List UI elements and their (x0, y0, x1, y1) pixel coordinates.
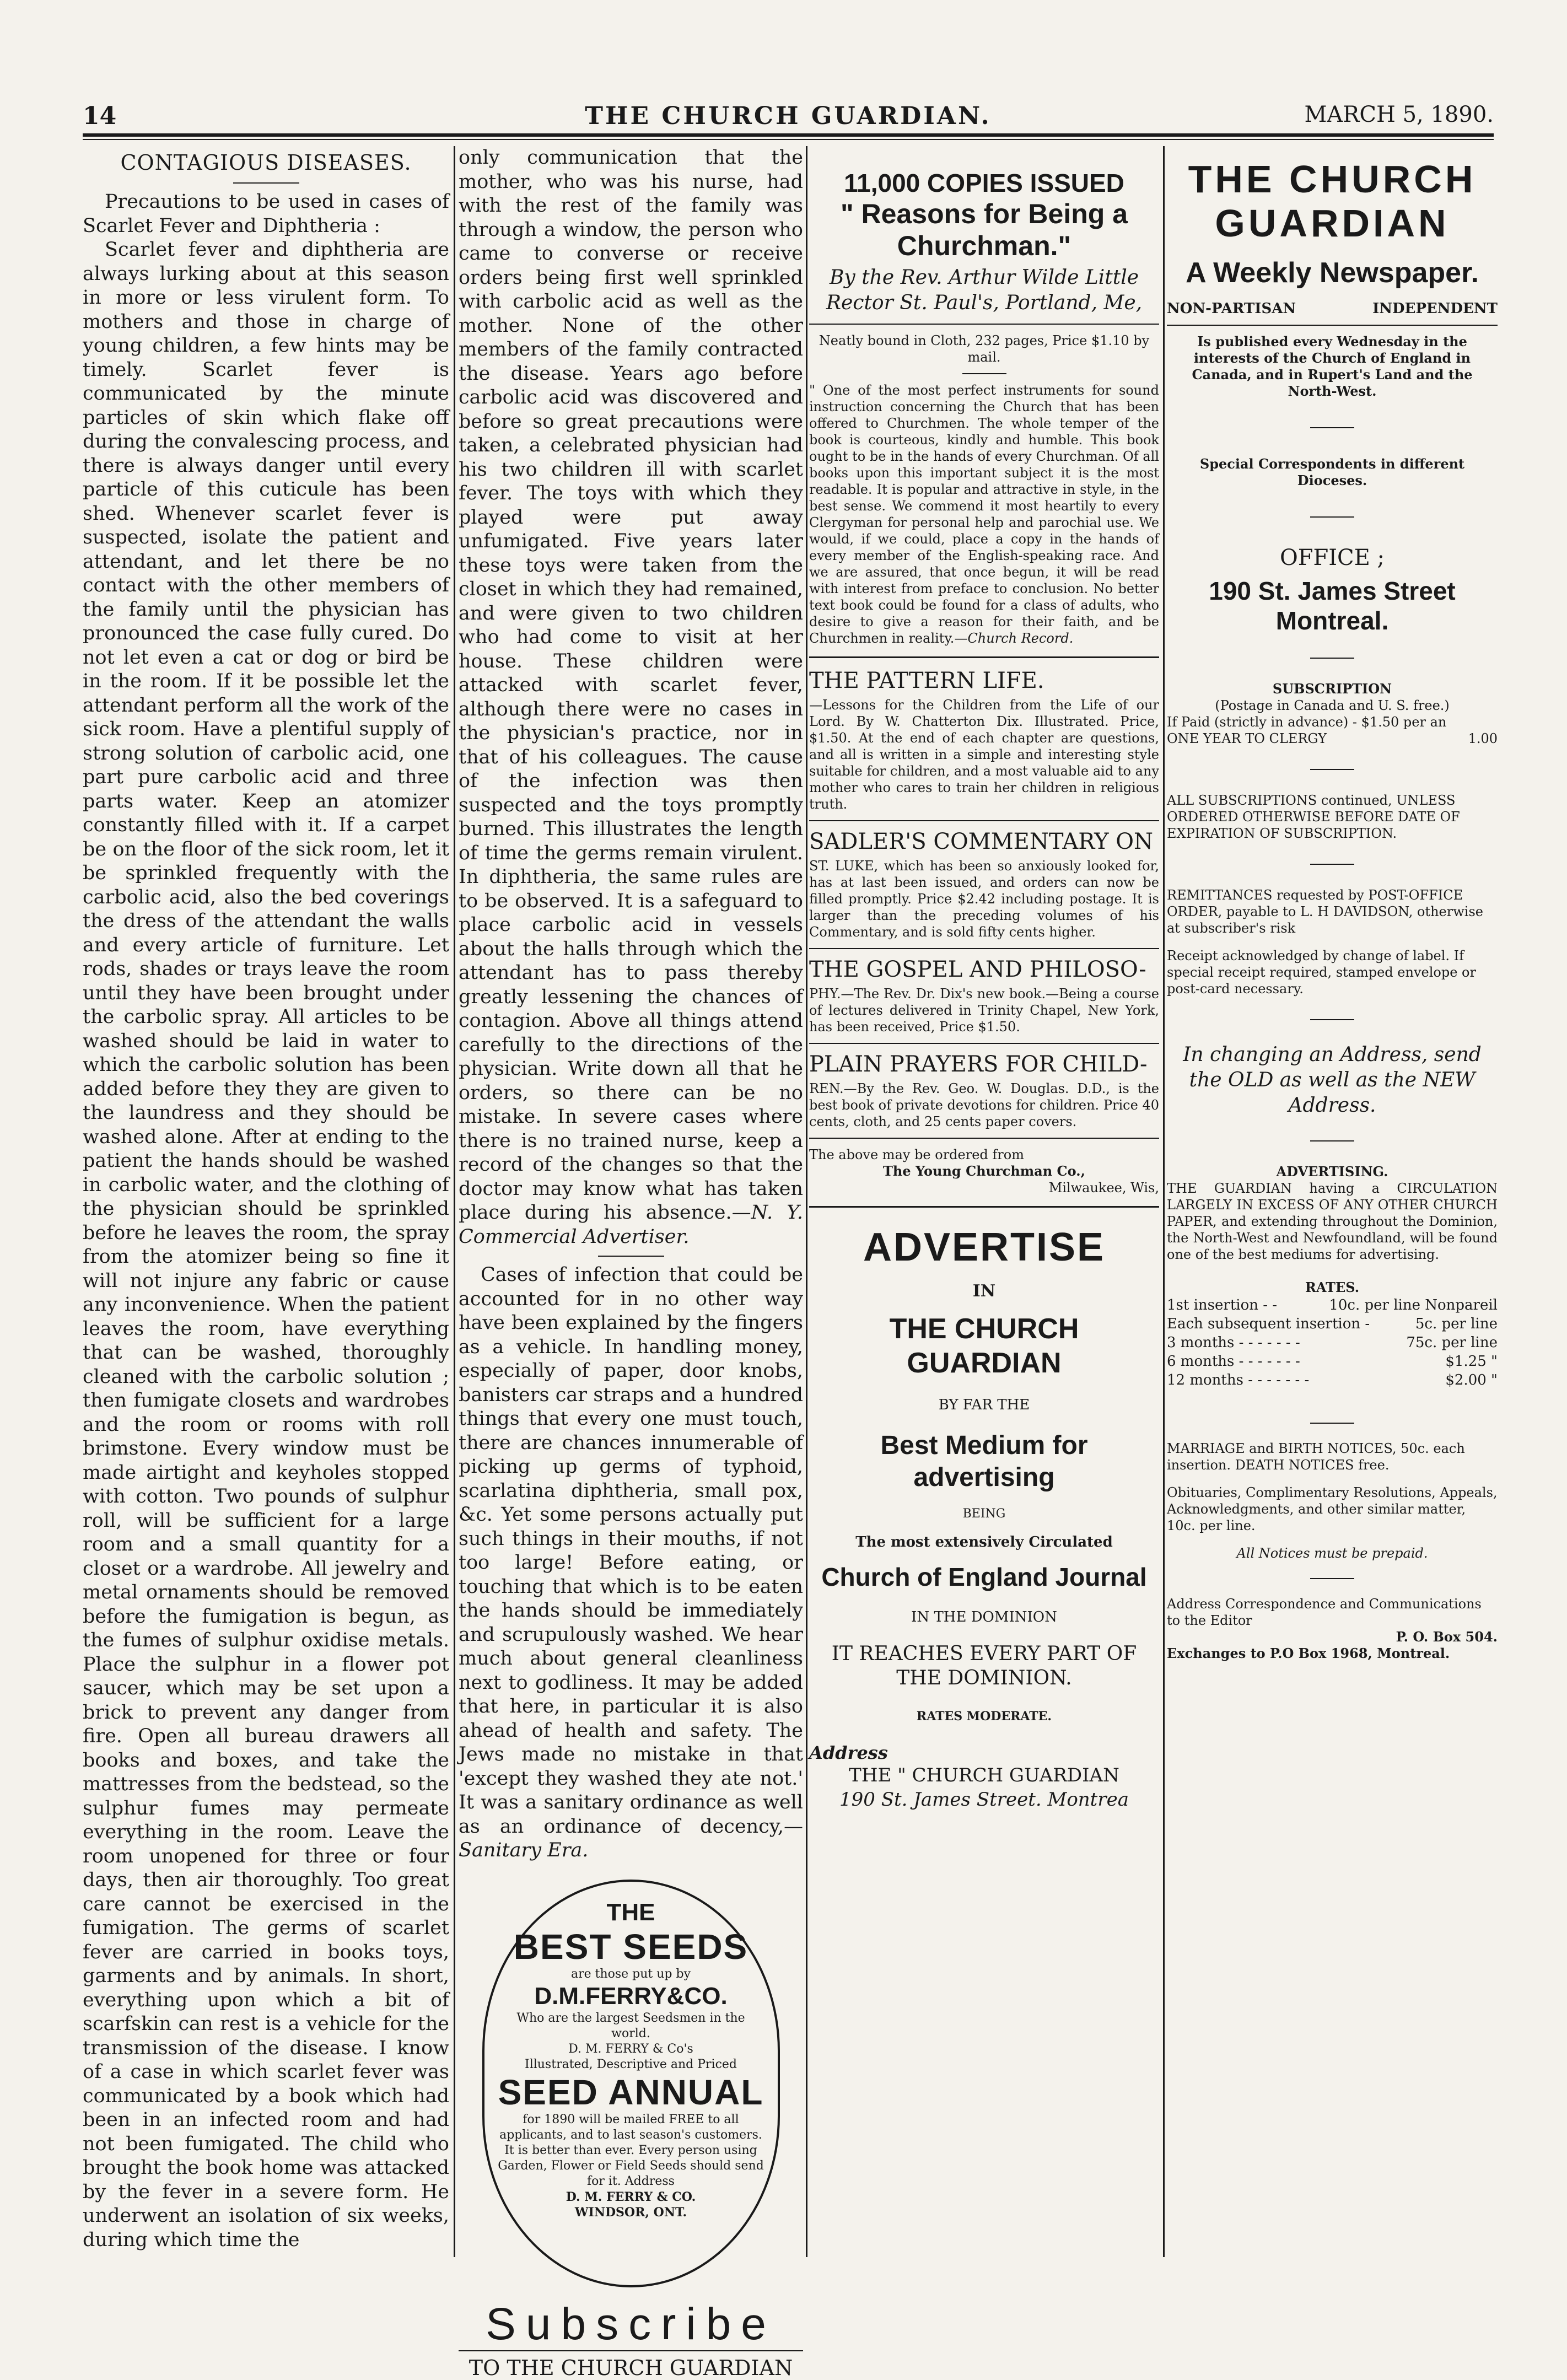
article-body (83, 190, 449, 2252)
issue-date: MARCH 5, 1890. (1304, 102, 1494, 127)
advertise-in: IN (972, 1281, 996, 1301)
subscribe-tagline: TO THE CHURCH GUARDIAN (459, 2350, 803, 2380)
marriage-notices: MARRIAGE and BIRTH NOTICES, 50c. each insertion. DEATH NOTICES free. (1167, 1441, 1465, 1473)
postage-note: (Postage in Canada and U. S. free.) (1215, 698, 1450, 713)
ad-are-those: are those put up by (570, 1967, 691, 1981)
newspaper-title: THE CHURCH GUARDIAN. (585, 102, 992, 130)
book-review: " One of the most perfect instruments for sound instruction concerning the Church that has been offered to Churchmen. The whole temper of the book is courteous, kindly and humble. This book ought to be in the hands of every Churchman. Of all books upon this important subject it is the most readable. It is popular and attractive in style, in the best sense. We commend it most heartily to every Clergyman for personal help and parochial use. We would, if we could, place a copy in the hands of every member of the English-speaking race. And we are assured, that once begun, it will be read with interest from preface to conclusion. No better text book could be found for a class of adults, who desire to give a reason for their faith, and be Churchmen in reality.—Church Record. (809, 383, 1159, 646)
advertise-dominion: IN THE DOMINION (911, 1609, 1057, 1625)
paper-title: THE CHURCH GUARDIAN (1188, 158, 1477, 245)
publisher: The Young Churchman Co., (883, 1163, 1085, 1179)
published-info: Is published every Wednesday in the interests of the Church of England in Canada, and in Rupert's Land and the North-West. (1192, 333, 1473, 399)
prepaid-note: All Notices must be prepaid. (1236, 1546, 1428, 1561)
divider (1310, 1578, 1354, 1579)
ad-illustrated: Illustrated, Descriptive and Priced (525, 2057, 737, 2071)
clergy-rate: ONE YEAR TO CLERGY 1.00 (1167, 731, 1498, 746)
subscription-heading: SUBSCRIPTION (1272, 681, 1392, 697)
column-divider (806, 146, 807, 2257)
article-paragraph: Precautions to be used in cases of Scarlet Fever and Diphtheria : (83, 191, 449, 237)
address-label: Address (809, 1742, 888, 1763)
correspondents: Special Correspondents in different Dioceses. (1199, 456, 1465, 488)
ad-details: for 1890 will be mailed FREE to all applicants, and to last season's customers. It is better than ever. Every person using Garden, Flower or Field Seeds should send for it. Address (498, 2112, 764, 2188)
column-divider (1163, 146, 1165, 2257)
rate-row: 1st insertion - - 10c. per line Nonpareil (1167, 1297, 1498, 1313)
copies-issued: 11,000 COPIES ISSUED (844, 169, 1124, 197)
divider (809, 1138, 1159, 1139)
book-title: " Reasons for Being a Churchman." (840, 198, 1128, 261)
divider (1310, 1423, 1354, 1424)
masthead (83, 102, 1494, 135)
column-divider (454, 146, 455, 2257)
book-binding: Neatly bound in Cloth, 232 pages, Price $1.10 by mail. (818, 333, 1150, 365)
book-author: By the Rev. Arthur Wilde Little (829, 266, 1139, 289)
rate-row: 3 months - - - - - - - 75c. per line (1167, 1334, 1498, 1351)
correspondence-note: Address Correspondence and Communications to the Editor (1167, 1596, 1482, 1628)
sadler-title: SADLER'S COMMENTARY ON (809, 829, 1154, 854)
divider (233, 182, 299, 184)
column-1 (83, 146, 449, 2257)
subscribe-banner: Subscribe (486, 2298, 776, 2349)
divider (809, 1043, 1159, 1044)
order-from: The above may be ordered from (809, 1147, 1024, 1162)
rate-row: 12 months - - - - - - - $2.00 " (1167, 1372, 1498, 1388)
divider (1310, 516, 1354, 518)
advertise-coe: Church of England Journal (821, 1563, 1147, 1591)
advertise-being: BEING (962, 1507, 1006, 1521)
article-paragraph: Scarlet fever and diphtheria are always lurking about at this season in more or less virulent form. To mothers and those in charge of young children, a few hints may be timely. Scarlet fever is communicated by the minute particles of skin which flake off during the convalescing process, and there is always danger until every particle of this cuticule has been shed. Whenever scarlet fever is suspected, isolate the patient and attendant, and let there be no contact with the other members of the family until the physician has pronounced the case fully cured. Do not let even a cat or dog or bird be in the room. If it be possible let the attendant perform all the work of the sick room. Have a plentiful supply of strong solution of carbolic acid, one part pure carbolic acid and three parts water. Keep an atomizer constantly filled with it. If a carpet be on the floor of the sick room, let it be sprinkled frequently with the carbolic acid, also the bed coverings the dress of the attendant the walls and every article of furniture. Let rods, shades or trays leave the room until they have been brought under the carbolic spray. All articles to be washed should be laid in water to which the carbolic solution has been added before they they are given to the laundress and they should be washed alone. After at ending to the patient the hands should be washed in carbolic water, and the clothing of the physician should be sprinkled before he leaves the room, the spray from the atomizer being so fine it will not injure any fabric or cause any inconvenience. When the patient leaves the room, have everything that can be washed, thoroughly cleaned with the carbolic solution ; then fumigate closets and wardrobes and the room or rooms with roll brimstone. Every window must be made airtight and keyholes stopped with cotton. Two pounds of sulphur roll, will be sufficient for a large room and a small quantity for a closet or a wardrobe. All jewelry and metal ornaments should be removed before the fumigation is begun, as the fumes of sulphur oxidise metals. Place the sulphur in a flower pot saucer, which may be set upon a brick to prevent any danger from fire. Open all bureau drawers all books and boxes, and take the mattresses from the bedstead, so the sulphur fumes may permeate everything in the room. Leave the room unopened for three or four days, then air thoroughly. Too great care cannot be exercised in the fumigation. The germs of scarlet fever are carried in books toys, garments and by animals. In short, everything upon which a bit of scarfskin can rest is a vehicle for the transmission of the disease. I know of a case in which scarlet fever was communicated by a book which had been in an infected room and had not been fumigated. The child who brought the book home was attacked by the fever in a severe form. He underwent an isolation of six weeks, during which time the (83, 239, 449, 2251)
column-3 (809, 146, 1159, 2257)
article-continuation (459, 146, 803, 1863)
change-address-note: In changing an Address, send the OLD as well as the NEW Address. (1183, 1043, 1482, 1117)
address-street: 190 St. James Street. Montrea (839, 1789, 1129, 1811)
pattern-life-text: —Lessons for the Children from the Life of our Lord. By W. Chatterton Dix. Illustrated. Price, $1.50. At the end of each chapter are questions, and all is written in a simple and interesting style suitable for children, and a most valuable aid to any mother who cares to train her children in religious truth. (809, 697, 1159, 812)
masthead-rule (83, 133, 1494, 137)
plain-prayers-title: PLAIN PRAYERS FOR CHILD- (809, 1052, 1148, 1077)
column-2 (459, 146, 803, 2380)
receipt-note: Receipt acknowledged by change of label. If special receipt required, stamped envelope or post-card necessary. (1167, 948, 1476, 997)
advertise-most-circ: The most extensively Circulated (855, 1534, 1113, 1550)
advertising-text: THE GUARDIAN having a CIRCULATION LARGELY IN EXCESS OF ANY OTHER CHURCH PAPER, and extending throughout the Dominion, the North-West and Newfoundland, will be found one of the best mediums for advertising. (1167, 1181, 1498, 1262)
divider (809, 656, 1159, 658)
publisher-city: Milwaukee, Wis, (1048, 1180, 1159, 1196)
plain-prayers-text: REN.—By the Rev. Geo. W. Douglas. D.D., is the best book of private devotions for children. Price 40 cents, cloth, and 25 cents paper covers. (809, 1081, 1159, 1129)
exchanges-note: Exchanges to P.O Box 1968, Montreal. (1167, 1645, 1450, 1661)
advertise-paper: THE CHURCH GUARDIAN (889, 1313, 1079, 1379)
divider (1167, 325, 1498, 326)
ad-the: THE (606, 1898, 655, 1926)
page-number: 14 (83, 102, 117, 130)
rate-row: Each subsequent insertion - 5c. per line (1167, 1316, 1498, 1332)
rates-table (1167, 1296, 1498, 1390)
advertise-by-far: BY FAR THE (938, 1397, 1030, 1413)
divider (962, 373, 1006, 374)
credit: —N. Y. Commercial Advertiser. (459, 1202, 803, 1248)
divider (1310, 1019, 1354, 1020)
ad-largest: Who are the largest Seedsmen in the world. (516, 2011, 745, 2040)
divider (1310, 427, 1354, 428)
obituaries-note: Obituaries, Complimentary Resolutions, Appeals, Acknowledgments, and other similar matter, 10c. per line. (1167, 1485, 1498, 1533)
ad-ferry: D.M.FERRY&CO. (534, 1982, 728, 2010)
ad-seed-annual: SEED ANNUAL (498, 2072, 764, 2112)
ad-address: D. M. FERRY & CO. (566, 2189, 696, 2204)
credit: —Sanitary Era. (459, 1815, 803, 1861)
article-paragraph: Cases of infection that could be accounted for in no other way have been explained by the fingers as a vehicle. In handling money, especially of paper, door knobs, banisters car straps and a hundred things that every one must touch, there are chances innumerable of picking up germs of typhoid, scarlatina diphtheria, small pox, &c. Yet some persons actually put such things in their mouths, if not too large! Before eating, or touching that which is to be eaten the hands should be immediately and scrupulously washed. We hear much about general cleanliness next to godliness. It may be added that here, in particular it is also ahead of health and safety. The Jews made no mistake in that 'except they washed they ate not.' It was a sanitary ordinance as well as an ordinance of decency,—Sanitary Era. (459, 1264, 803, 1861)
divider (809, 820, 1159, 821)
office-street: 190 St. James Street Montreal. (1209, 577, 1456, 635)
address-name: THE " CHURCH GUARDIAN (849, 1764, 1119, 1786)
if-paid: If Paid (strictly in advance) - $1.50 per an (1167, 714, 1447, 730)
article-heading: CONTAGIOUS DISEASES. (120, 150, 412, 175)
remittances-note: REMITTANCES requested by POST-OFFICE ORDER, payable to L. H DAVIDSON, otherwise at subscriber's risk (1167, 887, 1483, 936)
article-paragraph: only communication that the mother, who was his nurse, had with the rest of the family was through a window, the person who came to converse or receive orders being first well sprinkled with carbolic acid as well as the mother. None of the other members of the family contracted the disease. Years ago before carbolic acid was discovered and before so great precautions were taken, a celebrated physician had his two children ill with scarlet fever. The toys with which they played were put away unfumigated. Five years later these toys were taken from the closet in which they had remained, and were given to two children who had come to visit at her house. These children were attacked with scarlet fever, although there were no cases in the physician's practice, nor in that of his colleagues. The cause of the infection was then suspected and the toys promptly burned. This illustrates the length of time the germs remain virulent. In diphtheria, the same rules are to be observed. It is a safeguard to place carbolic acid in vessels about the halls through which the attendant has to pass thereby greatly lessening the chances of contagion. Above all things attend carefully to the directions of the physician. Write down all that he orders, so there can be no mistake. In severe cases where there is no trained nurse, keep a record of the changes so that the doctor may know what has taken place during his absence.—N. Y. Commercial Advertiser. (459, 147, 803, 1248)
advertise-heading: ADVERTISE (863, 1225, 1106, 1269)
pattern-life-title: THE PATTERN LIFE. (809, 668, 1044, 693)
ad-ferrys: D. M. FERRY & Co's (568, 2042, 693, 2056)
advertising-heading: ADVERTISING. (1276, 1164, 1388, 1180)
independent: INDEPENDENT (1372, 300, 1498, 317)
ad-city: WINDSOR, ONT. (574, 2205, 687, 2220)
divider (809, 948, 1159, 949)
divider (598, 1256, 664, 1257)
sadler-text: ST. LUKE, which has been so anxiously looked for, has at last been issued, and orders can now be filled promptly. Price $2.42 including postage. It is larger than the preceding volumes of his Commentary, and is sold fifty cents higher. (809, 858, 1159, 940)
rate-row: 6 months - - - - - - - $1.25 " (1167, 1353, 1498, 1370)
non-partisan: NON-PARTISAN (1167, 300, 1296, 317)
divider (809, 1206, 1159, 1208)
weekly-newspaper: A Weekly Newspaper. (1186, 257, 1479, 289)
divider (1310, 769, 1354, 770)
gospel-title: THE GOSPEL AND PHILOSO- (809, 957, 1146, 982)
paper-stance (1167, 300, 1498, 317)
divider (1310, 1140, 1354, 1141)
book-rector: Rector St. Paul's, Portland, Me, (826, 292, 1143, 314)
po-box: P. O. Box 504. (1396, 1629, 1498, 1645)
continued-note: ALL SUBSCRIPTIONS continued, UNLESS ORDERED OTHERWISE BEFORE DATE OF EXPIRATION OF SUBSCRIPTION. (1167, 793, 1460, 841)
advertise-best-medium: Best Medium for advertising (880, 1431, 1088, 1492)
column-4 (1167, 146, 1498, 2257)
advertise-reaches: IT REACHES EVERY PART OF THE DOMINION. (831, 1643, 1137, 1689)
divider (809, 324, 1159, 325)
seed-annual-ad (482, 1880, 780, 2287)
gospel-text: PHY.—The Rev. Dr. Dix's new book.—Being a course of lectures delivered in Trinity Chapel, New York, has been received, Price $1.50. (809, 986, 1159, 1035)
rates-heading: RATES. (1305, 1279, 1360, 1295)
masthead-rule-thin (83, 139, 1494, 140)
divider (1310, 864, 1354, 865)
ad-best-seeds: BEST SEEDS (513, 1926, 749, 1967)
office-label: OFFICE ; (1279, 545, 1385, 570)
advertise-rates: RATES MODERATE. (916, 1709, 1052, 1724)
divider (1310, 658, 1354, 659)
